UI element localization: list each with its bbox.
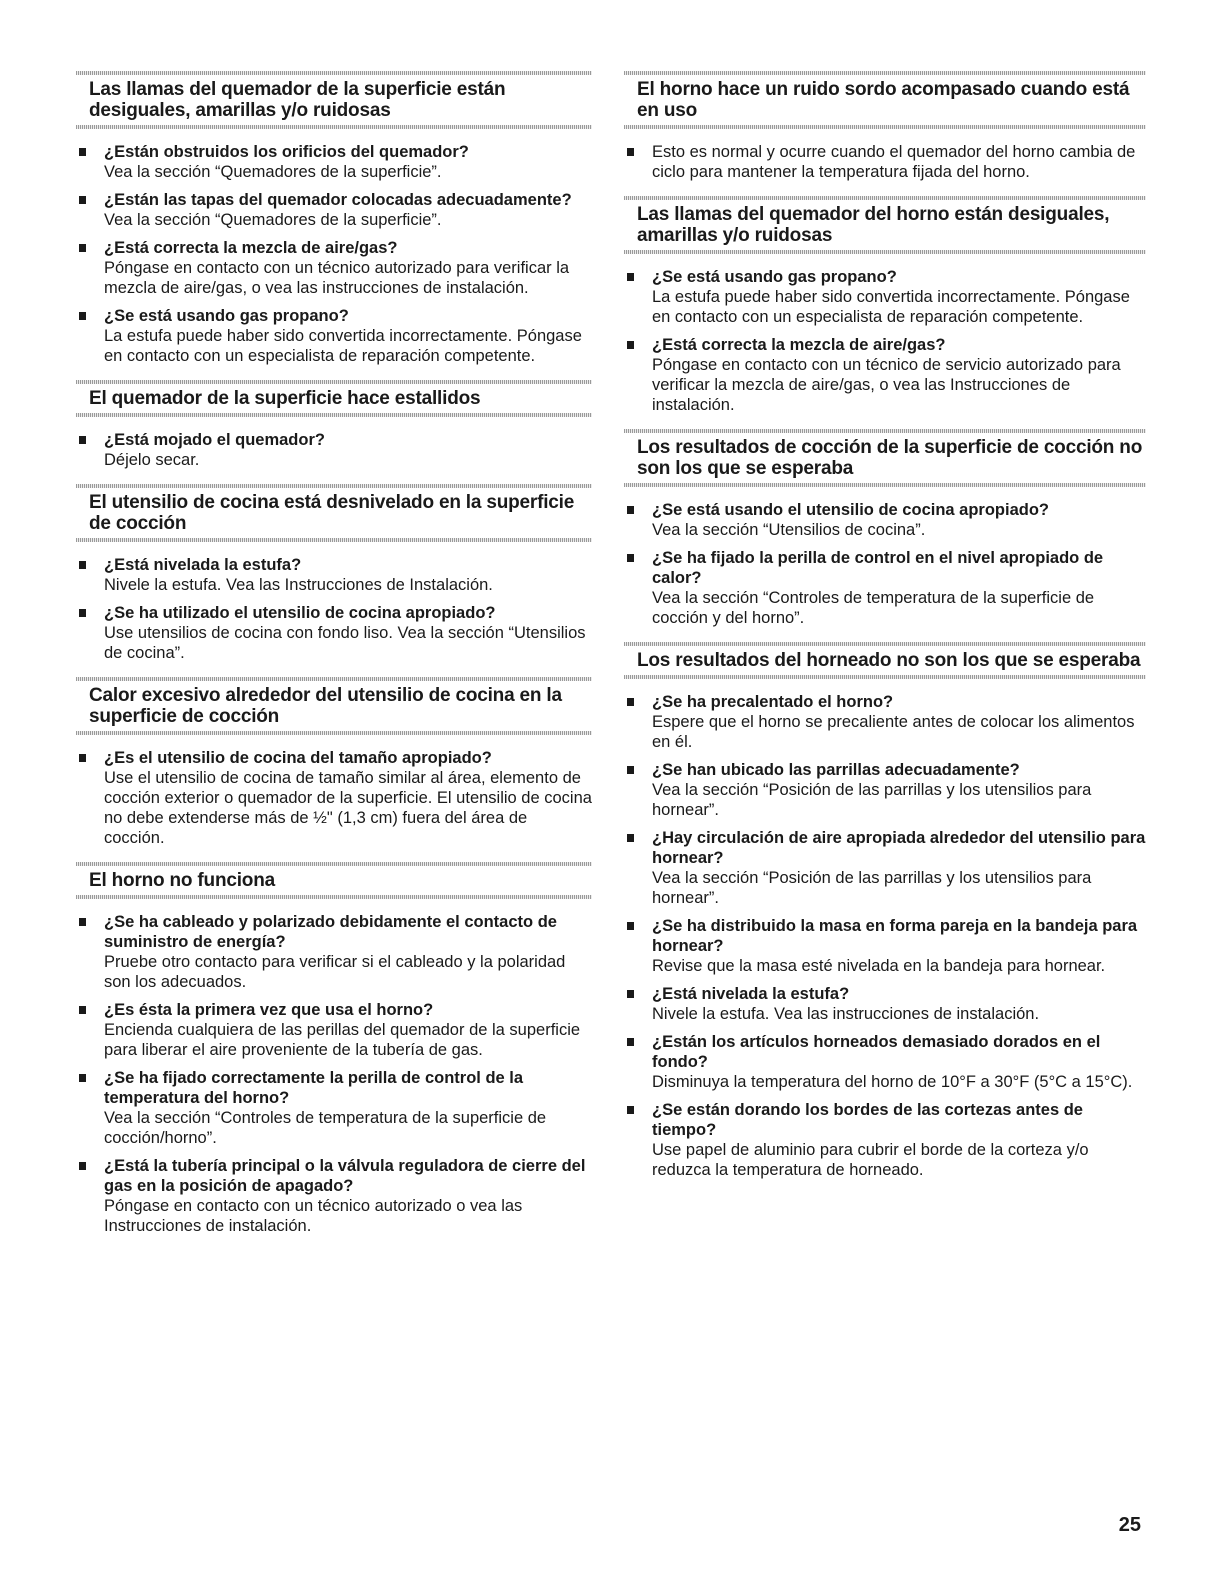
answer-text: Use papel de aluminio para cubrir el borde de la corteza y/o reduzca la temperatura de horneado. bbox=[652, 1141, 1089, 1179]
list-item bbox=[624, 500, 1146, 540]
square-bullet-icon bbox=[79, 312, 86, 320]
list-item bbox=[624, 984, 1146, 1024]
question-text: ¿Se está usando gas propano? bbox=[652, 268, 897, 286]
question-text: ¿Está nivelada la estufa? bbox=[104, 556, 302, 574]
square-bullet-icon bbox=[79, 436, 86, 444]
answer-text: Nivele la estufa. Vea las Instrucciones de Instalación. bbox=[104, 576, 493, 594]
answer-text: Nivele la estufa. Vea las instrucciones de instalación. bbox=[652, 1005, 1040, 1023]
troubleshooting-section bbox=[624, 429, 1146, 642]
answer-text: Use utensilios de cocina con fondo liso. Vea la sección “Utensilios de cocina”. bbox=[104, 624, 586, 662]
troubleshooting-section bbox=[624, 196, 1146, 429]
answer-text: Póngase en contacto con un técnico autorizado o vea las Instrucciones de instalación. bbox=[104, 1197, 523, 1235]
square-bullet-icon bbox=[79, 754, 86, 762]
question-list bbox=[76, 129, 592, 380]
question-text: ¿Se están dorando los bordes de las cortezas antes de tiempo? bbox=[652, 1101, 1083, 1139]
list-item bbox=[624, 267, 1146, 327]
list-item bbox=[76, 603, 592, 663]
square-bullet-icon bbox=[79, 561, 86, 569]
square-bullet-icon bbox=[627, 341, 634, 349]
answer-text: La estufa puede haber sido convertida incorrectamente. Póngase en contacto con un especialista de reparación competente. bbox=[652, 288, 1130, 326]
question-text: ¿Está correcta la mezcla de aire/gas? bbox=[104, 239, 398, 257]
question-text: ¿Está correcta la mezcla de aire/gas? bbox=[652, 336, 946, 354]
answer-text: Vea la sección “Controles de temperatura de la superficie de cocción/horno”. bbox=[104, 1109, 547, 1147]
answer-text: Vea la sección “Posición de las parrillas y los utensilios para hornear”. bbox=[652, 869, 1092, 907]
square-bullet-icon bbox=[627, 506, 634, 514]
question-list bbox=[624, 487, 1146, 642]
answer-text: Vea la sección “Posición de las parrillas y los utensilios para hornear”. bbox=[652, 781, 1092, 819]
list-item bbox=[76, 748, 592, 848]
troubleshooting-section bbox=[624, 71, 1146, 196]
square-bullet-icon bbox=[627, 698, 634, 706]
question-text: ¿Se está usando el utensilio de cocina apropiado? bbox=[652, 501, 1049, 519]
list-item bbox=[76, 1068, 592, 1148]
square-bullet-icon bbox=[627, 766, 634, 774]
square-bullet-icon bbox=[79, 244, 86, 252]
list-item bbox=[624, 760, 1146, 820]
answer-text: Vea la sección “Utensilios de cocina”. bbox=[652, 521, 926, 539]
question-list bbox=[76, 735, 592, 862]
question-text: ¿Se ha fijado la perilla de control en el nivel apropiado de calor? bbox=[652, 549, 1104, 587]
question-list bbox=[76, 899, 592, 1250]
list-item bbox=[76, 190, 592, 230]
answer-text: Póngase en contacto con un técnico de servicio autorizado para verificar la mezcla de aire/gas, o vea las Instrucciones de instalación. bbox=[652, 356, 1121, 414]
list-item bbox=[624, 916, 1146, 976]
list-item bbox=[76, 142, 592, 182]
question-text: ¿Se ha distribuido la masa en forma pareja en la bandeja para hornear? bbox=[652, 917, 1138, 955]
question-text: ¿Se han ubicado las parrillas adecuadamente? bbox=[652, 761, 1020, 779]
square-bullet-icon bbox=[79, 196, 86, 204]
left-column bbox=[76, 71, 592, 1250]
list-item bbox=[76, 238, 592, 298]
list-item bbox=[76, 306, 592, 366]
question-text: ¿Se está usando gas propano? bbox=[104, 307, 349, 325]
list-item bbox=[624, 548, 1146, 628]
question-text: ¿Está mojado el quemador? bbox=[104, 431, 325, 449]
list-item bbox=[76, 430, 592, 470]
square-bullet-icon bbox=[79, 1074, 86, 1082]
list-item bbox=[76, 912, 592, 992]
page-number: 25 bbox=[1118, 1514, 1141, 1536]
troubleshooting-section bbox=[76, 484, 592, 677]
troubleshooting-section bbox=[76, 71, 592, 380]
list-item bbox=[76, 555, 592, 595]
troubleshooting-section bbox=[624, 642, 1146, 1194]
question-text: ¿Es ésta la primera vez que usa el horno? bbox=[104, 1001, 434, 1019]
square-bullet-icon bbox=[79, 609, 86, 617]
section-heading: El horno no funciona bbox=[76, 862, 592, 899]
right-column bbox=[624, 71, 1146, 1194]
list-item bbox=[624, 1100, 1146, 1180]
answer-text: Revise que la masa esté nivelada en la bandeja para hornear. bbox=[652, 957, 1106, 975]
square-bullet-icon bbox=[79, 1006, 86, 1014]
section-heading: El utensilio de cocina está desnivelado en la superficie de cocción bbox=[76, 484, 592, 542]
troubleshooting-section bbox=[76, 677, 592, 862]
question-list bbox=[624, 254, 1146, 429]
square-bullet-icon bbox=[627, 273, 634, 281]
section-heading: Los resultados de cocción de la superficie de cocción no son los que se esperaba bbox=[624, 429, 1146, 487]
section-heading: Calor excesivo alrededor del utensilio de cocina en la superficie de cocción bbox=[76, 677, 592, 735]
answer-text: Disminuya la temperatura del horno de 10°F a 30°F (5°C a 15°C). bbox=[652, 1073, 1133, 1091]
answer-text: Vea la sección “Controles de temperatura de la superficie de cocción y del horno”. bbox=[652, 589, 1095, 627]
answer-text: Encienda cualquiera de las perillas del quemador de la superficie para liberar el aire proveniente de la tubería de gas. bbox=[104, 1021, 581, 1059]
section-heading: Los resultados del horneado no son los que se esperaba bbox=[624, 642, 1146, 679]
square-bullet-icon bbox=[79, 918, 86, 926]
answer-text: Vea la sección “Quemadores de la superficie”. bbox=[104, 211, 442, 229]
section-heading: Las llamas del quemador del horno están desiguales, amarillas y/o ruidosas bbox=[624, 196, 1146, 254]
list-item bbox=[624, 1032, 1146, 1092]
question-list bbox=[624, 679, 1146, 1194]
question-text: ¿Se ha cableado y polarizado debidamente el contacto de suministro de energía? bbox=[104, 913, 557, 951]
square-bullet-icon bbox=[627, 922, 634, 930]
question-list bbox=[76, 542, 592, 677]
answer-text: Pruebe otro contacto para verificar si el cableado y la polaridad son los adecuados. bbox=[104, 953, 566, 991]
section-heading: El quemador de la superficie hace estallidos bbox=[76, 380, 592, 417]
question-text: ¿Se ha fijado correctamente la perilla de control de la temperatura del horno? bbox=[104, 1069, 524, 1107]
section-heading: El horno hace un ruido sordo acompasado cuando está en uso bbox=[624, 71, 1146, 129]
list-item bbox=[624, 828, 1146, 908]
list-item bbox=[76, 1000, 592, 1060]
question-text: ¿Hay circulación de aire apropiada alrededor del utensilio para hornear? bbox=[652, 829, 1146, 867]
answer-text: Póngase en contacto con un técnico autorizado para verificar la mezcla de aire/gas, o vea las instrucciones de instalación. bbox=[104, 259, 570, 297]
square-bullet-icon bbox=[627, 1038, 634, 1046]
question-text: ¿Están las tapas del quemador colocadas adecuadamente? bbox=[104, 191, 572, 209]
square-bullet-icon bbox=[627, 1106, 634, 1114]
question-text: ¿Es el utensilio de cocina del tamaño apropiado? bbox=[104, 749, 492, 767]
question-list bbox=[76, 417, 592, 484]
question-text: ¿Se ha precalentado el horno? bbox=[652, 693, 894, 711]
square-bullet-icon bbox=[627, 148, 634, 156]
question-text: ¿Está nivelada la estufa? bbox=[652, 985, 850, 1003]
answer-text: Déjelo secar. bbox=[104, 451, 200, 469]
question-list bbox=[624, 129, 1146, 196]
answer-text: La estufa puede haber sido convertida incorrectamente. Póngase en contacto con un especialista de reparación competente. bbox=[104, 327, 582, 365]
square-bullet-icon bbox=[79, 148, 86, 156]
square-bullet-icon bbox=[79, 1162, 86, 1170]
section-heading: Las llamas del quemador de la superficie están desiguales, amarillas y/o ruidosas bbox=[76, 71, 592, 129]
square-bullet-icon bbox=[627, 990, 634, 998]
list-item bbox=[76, 1156, 592, 1236]
question-text: ¿Se ha utilizado el utensilio de cocina apropiado? bbox=[104, 604, 496, 622]
question-text: ¿Están los artículos horneados demasiado dorados en el fondo? bbox=[652, 1033, 1101, 1071]
square-bullet-icon bbox=[627, 554, 634, 562]
question-text: ¿Están obstruidos los orificios del quemador? bbox=[104, 143, 469, 161]
list-item bbox=[624, 335, 1146, 415]
question-text: ¿Está la tubería principal o la válvula reguladora de cierre del gas en la posición de apagado? bbox=[104, 1157, 586, 1195]
troubleshooting-section bbox=[76, 862, 592, 1250]
answer-text: Use el utensilio de cocina de tamaño similar al área, elemento de cocción exterior o quemador de la superficie. El utensilio de cocina no debe extenderse más de ½" (1,3 cm) fuera del área de cocción. bbox=[104, 769, 592, 847]
list-item bbox=[624, 692, 1146, 752]
answer-text: Espere que el horno se precaliente antes de colocar los alimentos en él. bbox=[652, 713, 1135, 751]
answer-text: Vea la sección “Quemadores de la superficie”. bbox=[104, 163, 442, 181]
square-bullet-icon bbox=[627, 834, 634, 842]
answer-text: Esto es normal y ocurre cuando el quemador del horno cambia de ciclo para mantener la temperatura fijada del horno. bbox=[652, 143, 1136, 181]
list-item bbox=[624, 142, 1146, 182]
troubleshooting-section bbox=[76, 380, 592, 484]
